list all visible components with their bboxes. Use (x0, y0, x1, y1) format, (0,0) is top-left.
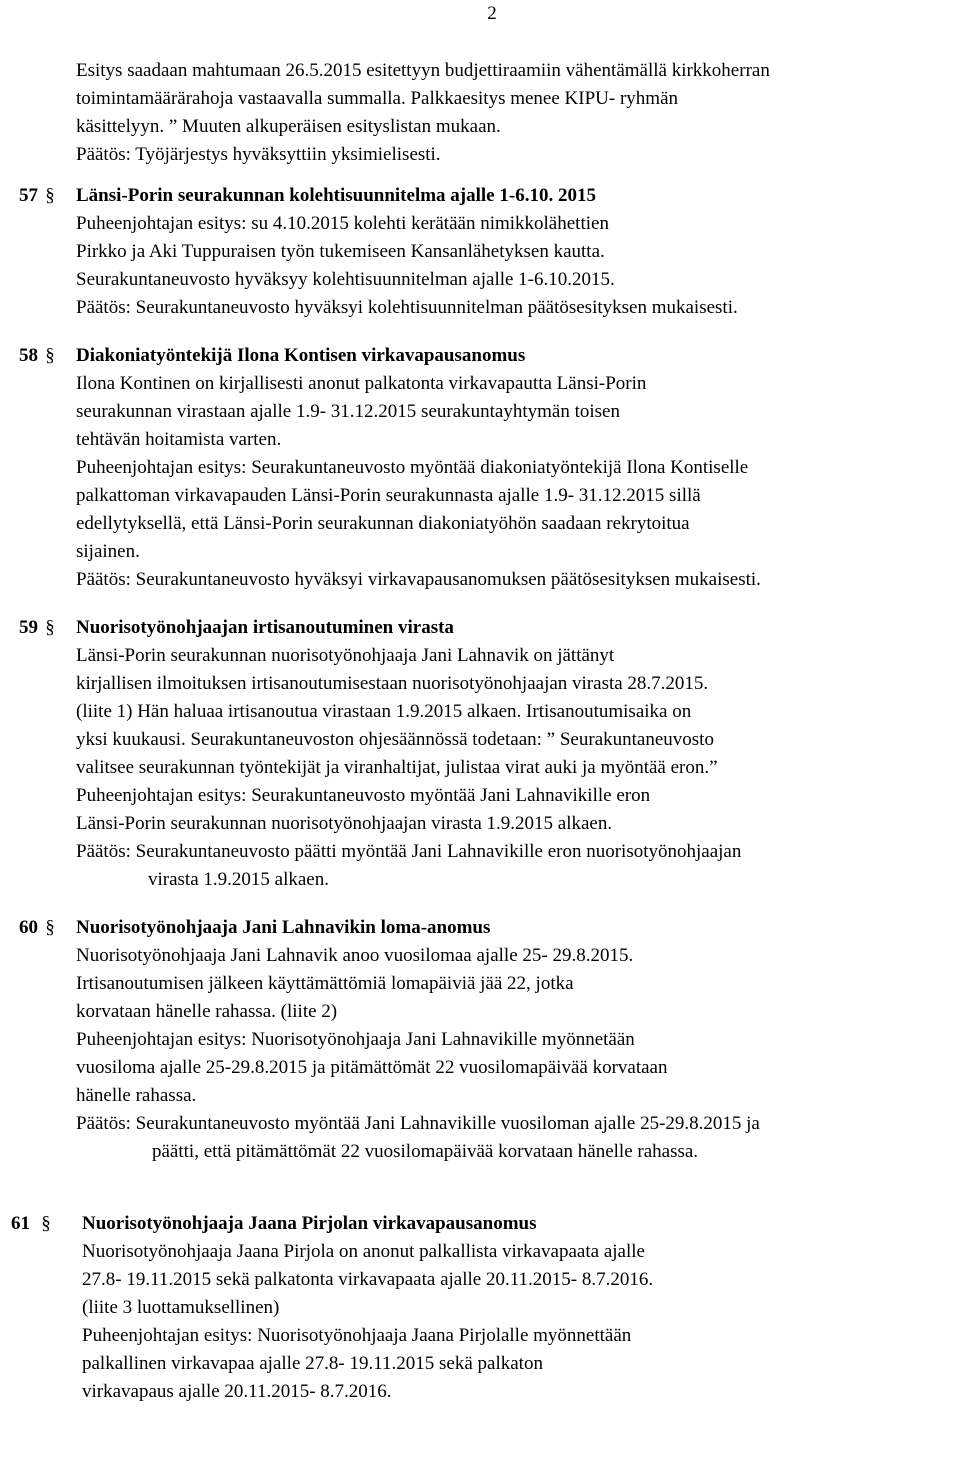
text-line: Irtisanoutumisen jälkeen käyttämättömiä lomapäiviä jää 22, jotka (76, 973, 574, 994)
text-line: Puheenjohtajan esitys: Seurakuntaneuvosto myöntää diakoniatyöntekijä Ilona Kontiselle (76, 457, 749, 478)
text-line-continuation: päätti, että pitämättömät 22 vuosilomapäivää korvataan hänelle rahassa. (152, 1141, 699, 1162)
text-line: Ilona Kontinen on kirjallisesti anonut palkatonta virkavapautta Länsi-Porin (76, 373, 647, 394)
text-line: hänelle rahassa. (76, 1085, 197, 1106)
text-line: Nuorisotyönohjaaja Jaana Pirjola on anonut palkallista virkavapaata ajalle (82, 1241, 645, 1262)
text-line: Puheenjohtajan esitys: Nuorisotyönohjaaja Jani Lahnavikille myönnetään (76, 1029, 635, 1050)
text-line: palkallinen virkavapaa ajalle 27.8- 19.11.2015 sekä palkaton (82, 1353, 543, 1374)
text-line: Puheenjohtajan esitys: su 4.10.2015 kolehti kerätään nimikkolähettien (76, 213, 609, 234)
section-sign-icon: § (41, 1213, 51, 1234)
section-title: Länsi-Porin seurakunnan kolehtisuunnitelma ajalle 1-6.10. 2015 (76, 185, 596, 206)
section-number: 57 (19, 185, 38, 206)
text-line: Puheenjohtajan esitys: Seurakuntaneuvosto myöntää Jani Lahnavikille eron (76, 785, 651, 806)
section-sign-icon: § (45, 617, 55, 638)
text-line: (liite 1) Hän haluaa irtisanoutua virastaan 1.9.2015 alkaen. Irtisanoutumisaika on (76, 701, 692, 722)
text-line: yksi kuukausi. Seurakuntaneuvoston ohjesäännössä todetaan: ” Seurakuntaneuvosto (76, 729, 714, 750)
text-line: Päätös: Seurakuntaneuvosto myöntää Jani Lahnavikille vuosiloman ajalle 25-29.8.2015 ja (76, 1113, 760, 1134)
text-line: seurakunnan virastaan ajalle 1.9- 31.12.2015 seurakuntayhtymän toisen (76, 401, 620, 422)
section-title: Nuorisotyönohjaajan irtisanoutuminen virasta (76, 617, 454, 638)
section-57 (0, 182, 960, 322)
text-line: sijainen. (76, 541, 140, 562)
section-sign-icon: § (45, 917, 55, 938)
intro-block (0, 57, 960, 169)
text-line-continuation: virasta 1.9.2015 alkaen. (148, 869, 329, 890)
text-line: korvataan hänelle rahassa. (liite 2) (76, 1001, 338, 1022)
text-line: vuosiloma ajalle 25-29.8.2015 ja pitämättömät 22 vuosilomapäivää korvataan (76, 1057, 668, 1078)
text-line: valitsee seurakunnan työntekijät ja viranhaltijat, julistaa virat auki ja myöntää eron.” (76, 757, 718, 778)
section-61 (0, 1210, 960, 1406)
text-line: Länsi-Porin seurakunnan nuorisotyönohjaajan virasta 1.9.2015 alkaen. (76, 813, 613, 834)
text-line: Pirkko ja Aki Tuppuraisen työn tukemiseen Kansanlähetyksen kautta. (76, 241, 605, 262)
text-line: Puheenjohtajan esitys: Nuorisotyönohjaaja Jaana Pirjolalle myönnettään (82, 1325, 632, 1346)
text-line: edellytyksellä, että Länsi-Porin seurakunnan diakoniatyöhön saadaan rekrytoitua (76, 513, 690, 534)
text-line: Seurakuntaneuvosto hyväksyy kolehtisuunnitelman ajalle 1-6.10.2015. (76, 269, 615, 290)
text-line: Päätös: Työjärjestys hyväksyttiin yksimielisesti. (76, 144, 441, 165)
text-line: virkavapaus ajalle 20.11.2015- 8.7.2016. (82, 1381, 392, 1402)
section-sign-icon: § (45, 185, 55, 206)
text-line: (liite 3 luottamuksellinen) (82, 1297, 280, 1318)
text-line: palkattoman virkavapauden Länsi-Porin seurakunnasta ajalle 1.9- 31.12.2015 sillä (76, 485, 701, 506)
section-number: 61 (11, 1213, 30, 1234)
text-line: kirjallisen ilmoituksen irtisanoutumisestaan nuorisotyönohjaajan virasta 28.7.2015. (76, 673, 709, 694)
section-59 (0, 614, 960, 894)
text-line: Esitys saadaan mahtumaan 26.5.2015 esitettyyn budjettiraamiin vähentämällä kirkkoherran (76, 60, 770, 81)
text-line: Päätös: Seurakuntaneuvosto päätti myöntää Jani Lahnavikille eron nuorisotyönohjaajan (76, 841, 742, 862)
section-60 (0, 914, 960, 1166)
text-line: Länsi-Porin seurakunnan nuorisotyönohjaaja Jani Lahnavik on jättänyt (76, 645, 615, 666)
section-title: Nuorisotyönohjaaja Jani Lahnavikin loma-anomus (76, 917, 491, 938)
text-line: Päätös: Seurakuntaneuvosto hyväksyi kolehtisuunnitelman päätösesityksen mukaisesti. (76, 297, 738, 318)
text-line: 27.8- 19.11.2015 sekä palkatonta virkavapaata ajalle 20.11.2015- 8.7.2016. (82, 1269, 654, 1290)
section-58 (0, 342, 960, 594)
section-number: 59 (19, 617, 38, 638)
section-title: Nuorisotyönohjaaja Jaana Pirjolan virkavapausanomus (82, 1213, 537, 1234)
section-sign-icon: § (45, 345, 55, 366)
section-number: 60 (19, 917, 38, 938)
document-page (0, 57, 960, 1406)
section-title: Diakoniatyöntekijä Ilona Kontisen virkavapausanomus (76, 345, 526, 366)
text-line: tehtävän hoitamista varten. (76, 429, 282, 450)
text-line: käsittelyyn. ” Muuten alkuperäisen esityslistan mukaan. (76, 116, 501, 137)
page-number: 2 (487, 3, 497, 24)
section-number: 58 (19, 345, 38, 366)
text-line: Nuorisotyönohjaaja Jani Lahnavik anoo vuosilomaa ajalle 25- 29.8.2015. (76, 945, 634, 966)
text-line: Päätös: Seurakuntaneuvosto hyväksyi virkavapausanomuksen päätösesityksen mukaisesti. (76, 569, 761, 590)
text-line: toimintamäärärahoja vastaavalla summalla. Palkkaesitys menee KIPU- ryhmän (76, 88, 678, 109)
